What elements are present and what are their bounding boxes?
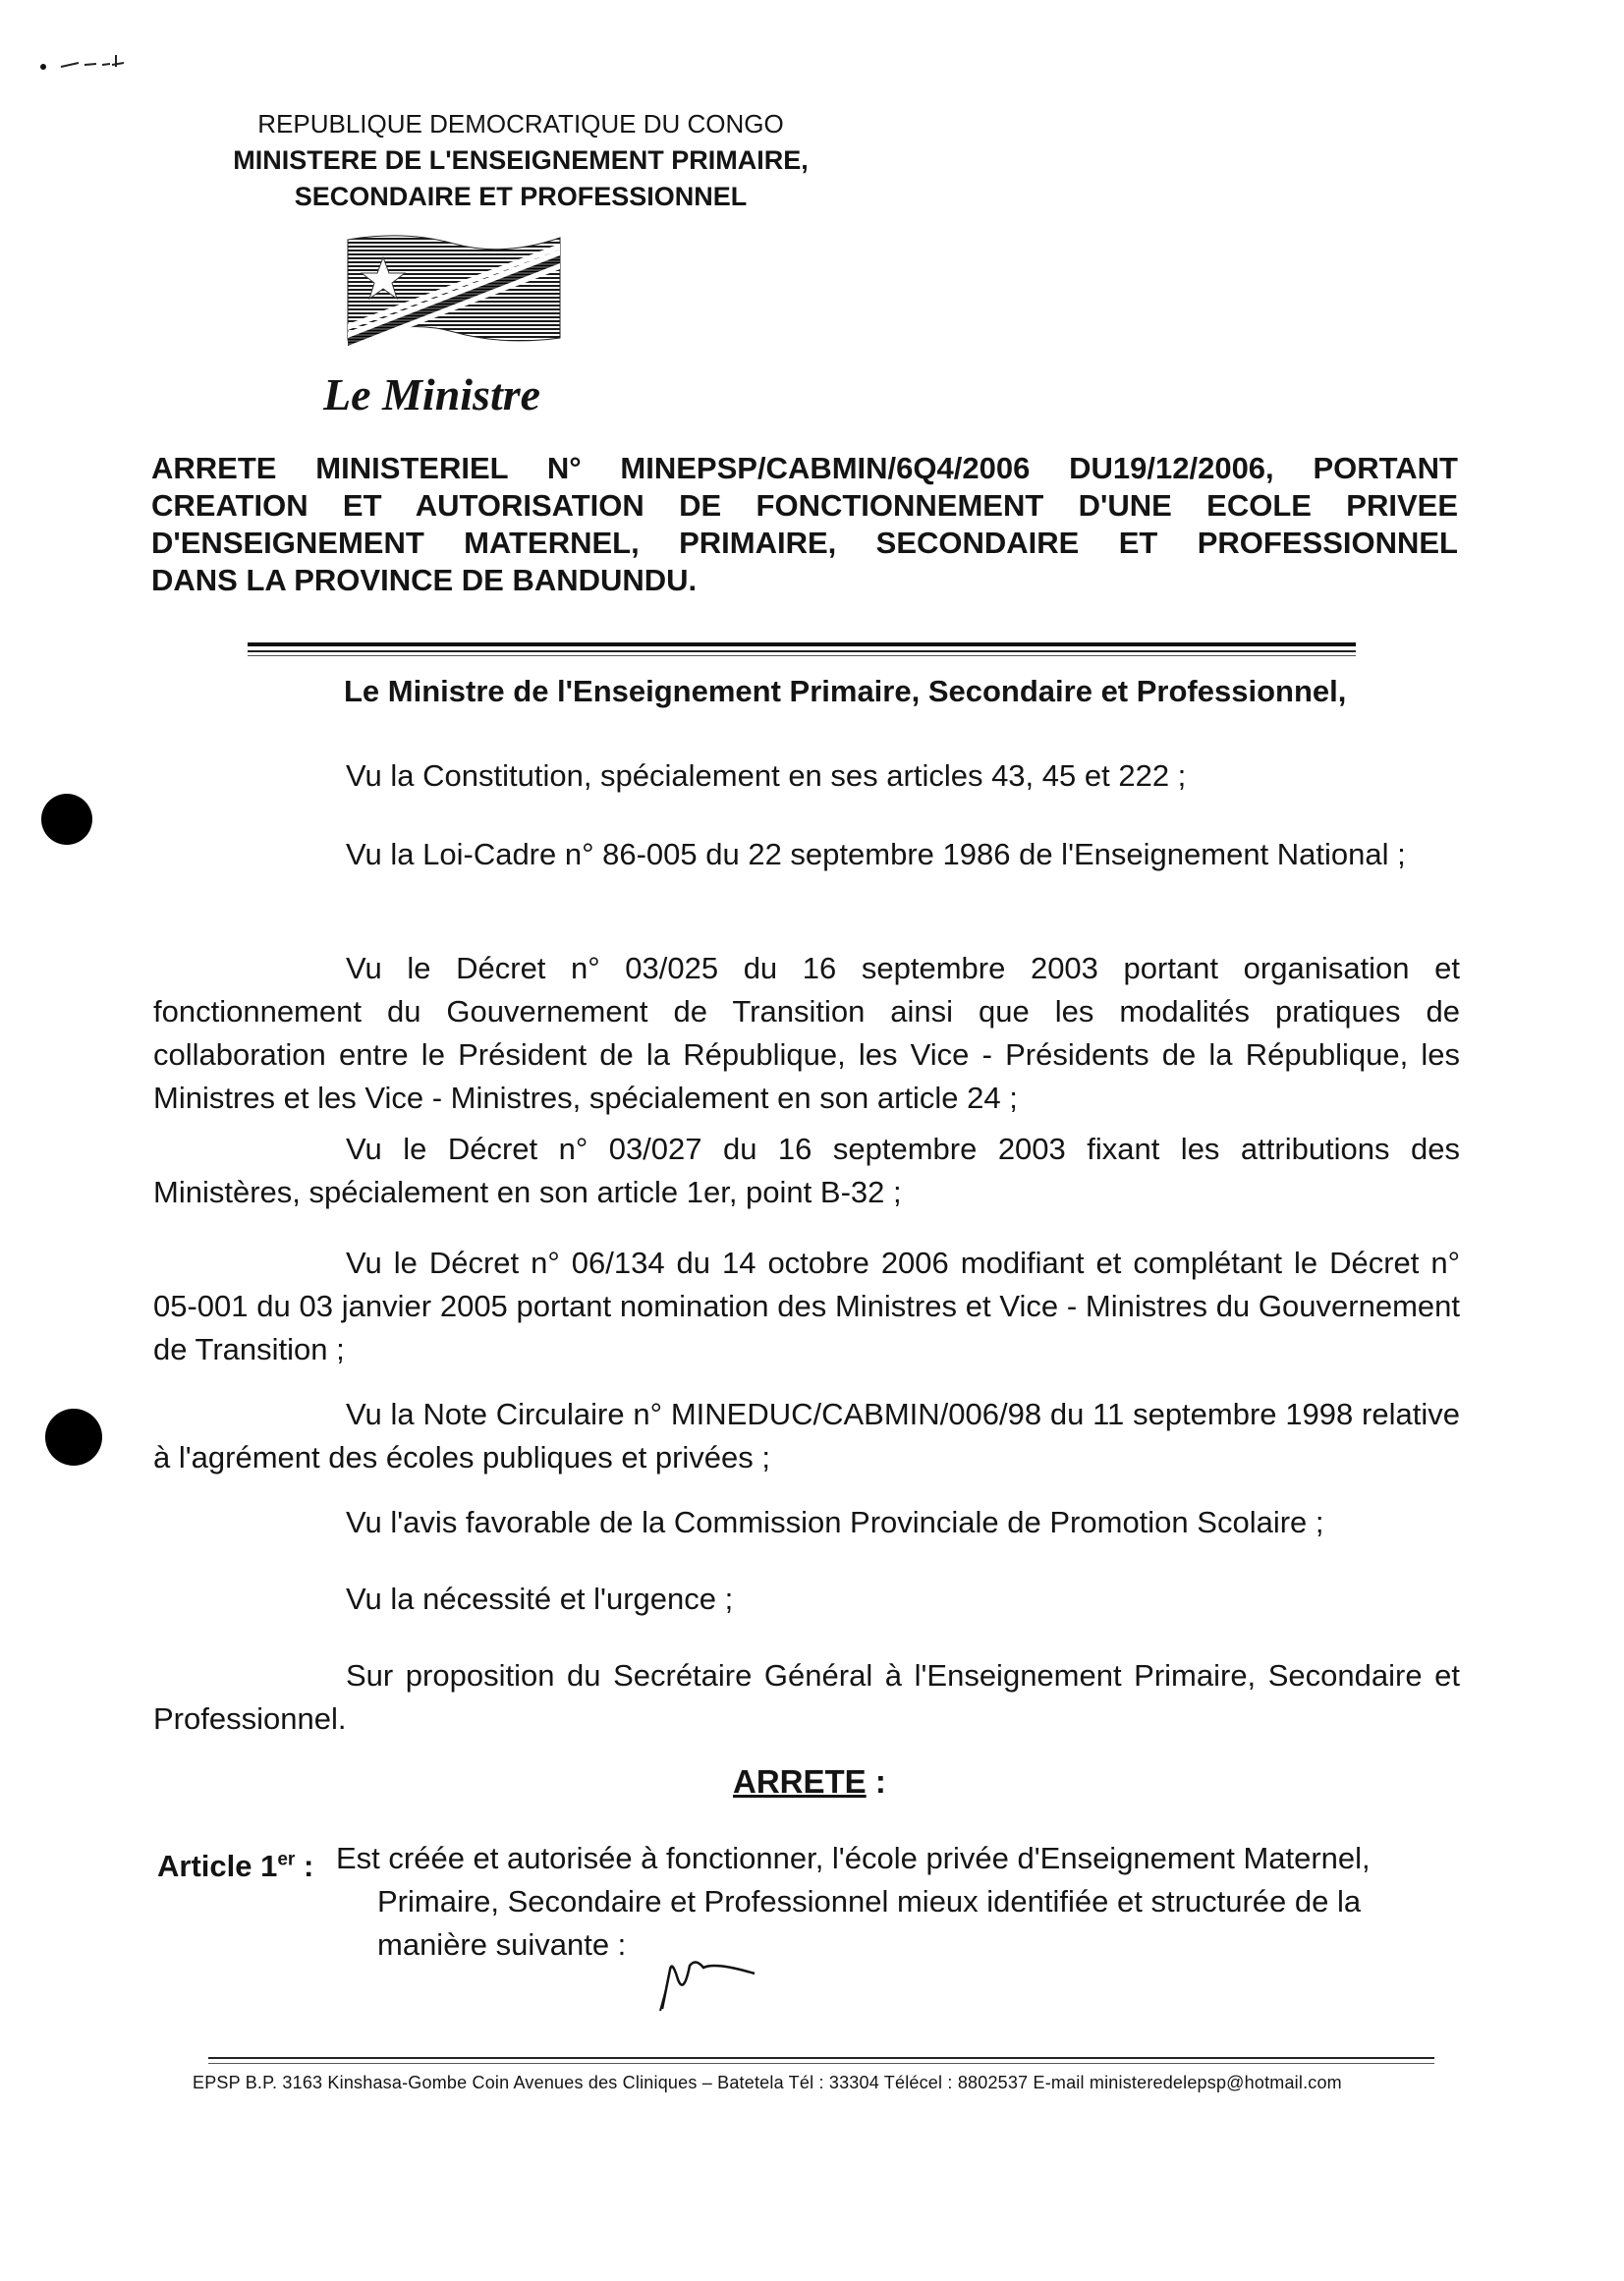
decree-title-line: D'ENSEIGNEMENT MATERNEL, PRIMAIRE, SECONDAIRE ET PROFESSIONNEL: [151, 526, 1458, 560]
consideration-decret-06-134: [153, 1242, 1460, 1371]
hole-punch-mark: [41, 794, 92, 845]
ministry-name-line1: MINISTERE DE L'ENSEIGNEMENT PRIMAIRE,: [233, 145, 809, 175]
article-1-text-rest: Primaire, Secondaire et Professionnel mieux identifiée et structurée de la manière suivante :: [377, 1884, 1362, 1962]
minister-label: Le Ministre: [323, 369, 541, 419]
consideration-constitution: [153, 754, 1460, 798]
consideration-text: Sur proposition du Secrétaire Général à l'Enseignement Primaire, Secondaire et Professionnel.: [153, 1658, 1460, 1736]
footer-contact: EPSP B.P. 3163 Kinshasa-Gombe Coin Avenues des Cliniques – Batetela Tél : 33304 Télécel : 8802537 E-mail ministeredelepsp@hotmail.com: [193, 2073, 1342, 2092]
letterhead: [0, 106, 1041, 215]
signature-initials: [656, 1940, 764, 2014]
title-divider: [248, 642, 1356, 646]
consideration-text: Vu la Note Circulaire n° MINEDUC/CABMIN/006/98 du 11 septembre 1998 relative à l'agrément des écoles publiques et privées ;: [153, 1397, 1460, 1474]
consideration-text: Vu la Loi-Cadre n° 86-005 du 22 septembre 1986 de l'Enseignement National ;: [346, 837, 1406, 871]
consideration-urgence: [153, 1578, 1460, 1621]
consideration-text: Vu le Décret n° 03/027 du 16 septembre 2003 fixant les attributions des Ministères, spécialement en son article 1er, point B-32 ;: [153, 1132, 1460, 1209]
consideration-note-circulaire: [153, 1393, 1460, 1479]
ministry-name-line2: SECONDAIRE ET PROFESSIONNEL: [294, 182, 748, 211]
margin-scribble: [39, 41, 133, 81]
decision-heading-text: ARRETE: [733, 1763, 867, 1800]
decision-heading-colon: :: [874, 1763, 886, 1800]
republic-name: REPUBLIQUE DEMOCRATIQUE DU CONGO: [257, 109, 784, 139]
decree-title: [151, 450, 1458, 599]
article-1-text: [336, 1837, 1464, 1967]
title-divider: [248, 650, 1356, 652]
consideration-text: Vu le Décret n° 06/134 du 14 octobre 2006 modifiant et complétant le Décret n° 05-001 du 03 janvier 2005 portant nomination des Ministres et Vice - Ministres du Gouvernement de Transition ;: [153, 1246, 1460, 1366]
preamble: Le Ministre de l'Enseignement Primaire, Secondaire et Professionnel,: [344, 674, 1347, 708]
decree-title-line: DANS LA PROVINCE DE BANDUNDU.: [151, 563, 698, 597]
consideration-decret-03-027: [153, 1128, 1460, 1214]
consideration-decret-03-025: [153, 947, 1460, 1120]
consideration-avis-favorable: [153, 1501, 1460, 1544]
consideration-text: Vu l'avis favorable de la Commission Provinciale de Promotion Scolaire ;: [346, 1505, 1324, 1539]
consideration-text: Vu le Décret n° 03/025 du 16 septembre 2003 portant organisation et fonctionnement du Gouvernement de Transition ainsi que les modalités pratiques de collaboration entre le Président de la République, les Vice - Présidents de la République, les Ministres et les Vice - Ministres, spécialement en son article 24 ;: [153, 951, 1460, 1115]
decree-title-line: ARRETE MINISTERIEL N° MINEPSP/CABMIN/6Q4/2006 DU19/12/2006, PORTANT: [151, 451, 1458, 485]
footer-divider: [208, 2063, 1434, 2064]
article-1-label-sup: er: [277, 1849, 296, 1870]
decision-heading: [733, 1763, 886, 1801]
consideration-proposition: [153, 1654, 1460, 1741]
hole-punch-mark: [45, 1409, 102, 1466]
article-1-label-colon: :: [303, 1849, 314, 1883]
article-1-text-first: Est créée et autorisée à fonctionner, l'école privée d'Enseignement Maternel,: [336, 1841, 1371, 1875]
consideration-text: Vu la Constitution, spécialement en ses articles 43, 45 et 222 ;: [346, 758, 1187, 793]
title-divider: [248, 655, 1356, 656]
decree-title-line: CREATION ET AUTORISATION DE FONCTIONNEMENT D'UNE ECOLE PRIVEE: [151, 488, 1458, 523]
article-1-label-main: Article 1: [157, 1849, 278, 1883]
consideration-text: Vu la nécessité et l'urgence ;: [346, 1582, 734, 1616]
consideration-loi-cadre: [153, 833, 1460, 876]
article-1-label: [157, 1849, 313, 1884]
flag-emblem-icon: [346, 230, 562, 365]
footer-divider: [208, 2057, 1434, 2059]
